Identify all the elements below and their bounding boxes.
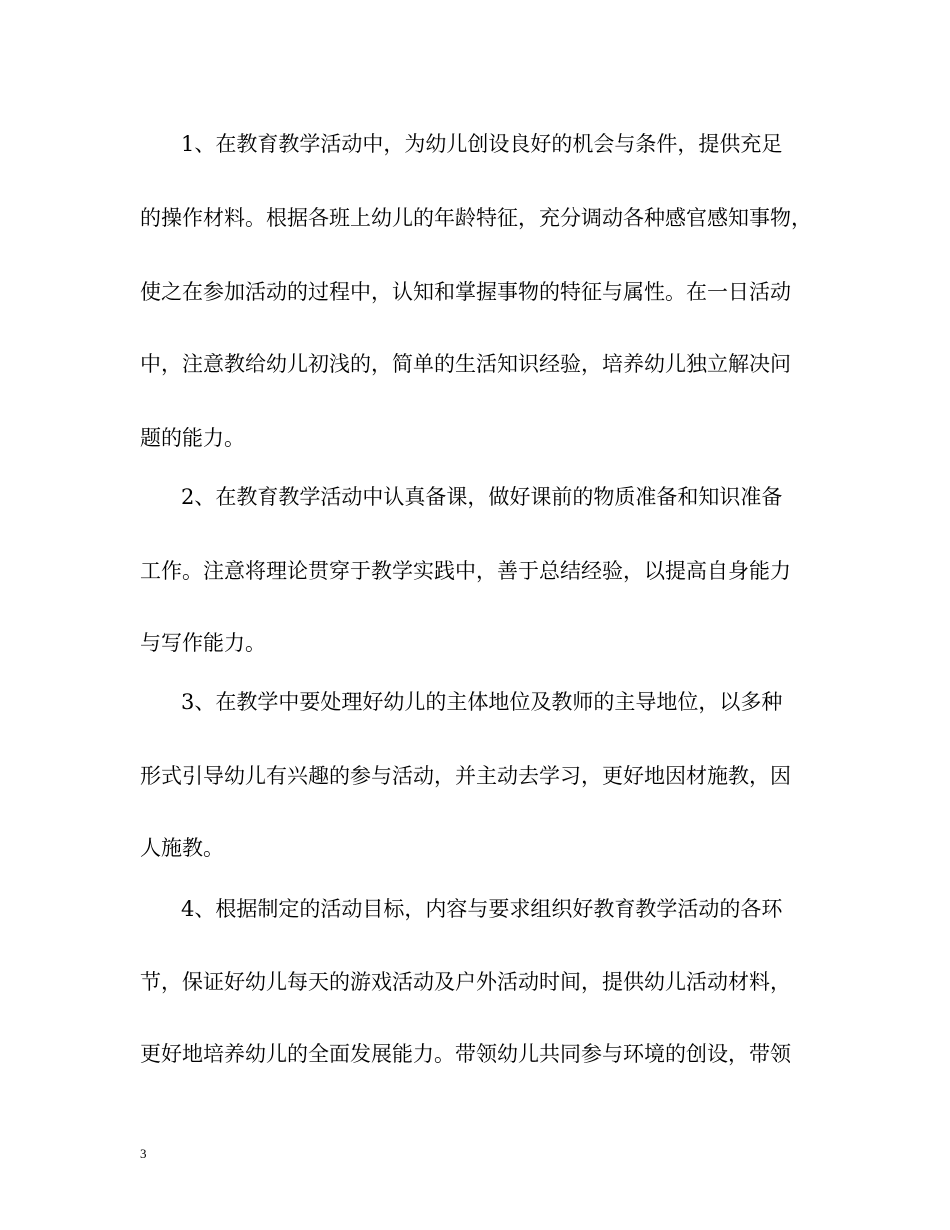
paragraph-3-line-3: 人施教。 [140, 836, 224, 860]
paragraph-1-line-4: 中，注意教给幼儿初浅的，简单的生活知识经验，培养幼儿独立解决问 [140, 352, 791, 376]
paragraph-1-line-1: 1、在教育教学活动中，为幼儿创设良好的机会与条件，提供充足 [181, 132, 783, 156]
paragraph-2-line-2: 工作。注意将理论贯穿于教学实践中，善于总结经验，以提高自身能力 [140, 559, 791, 583]
paragraph-2-line-3: 与写作能力。 [140, 631, 266, 655]
paragraph-1-line-2: 的操作材料。根据各班上幼儿的年龄特征，充分调动各种感官感知事物， [140, 206, 812, 230]
paragraph-4-line-2: 节，保证好幼儿每天的游戏活动及户外活动时间，提供幼儿活动材料， [140, 970, 791, 994]
paragraph-3-line-1: 3、在教学中要处理好幼儿的主体地位及教师的主导地位，以多种 [181, 690, 783, 714]
page-number: 3 [140, 1146, 147, 1161]
paragraph-4-line-1: 4、根据制定的活动目标，内容与要求组织好教育教学活动的各环 [181, 897, 783, 921]
paragraph-3-line-2: 形式引导幼儿有兴趣的参与活动，并主动去学习，更好地因材施教，因 [140, 764, 791, 788]
paragraph-1-line-5: 题的能力。 [140, 426, 245, 450]
paragraph-1-line-3: 使之在参加活动的过程中，认知和掌握事物的特征与属性。在一日活动 [140, 280, 791, 304]
paragraph-2-line-1: 2、在教育教学活动中认真备课，做好课前的物质准备和知识准备 [181, 485, 783, 509]
paragraph-4-line-3: 更好地培养幼儿的全面发展能力。带领幼儿共同参与环境的创设，带领 [140, 1042, 791, 1066]
